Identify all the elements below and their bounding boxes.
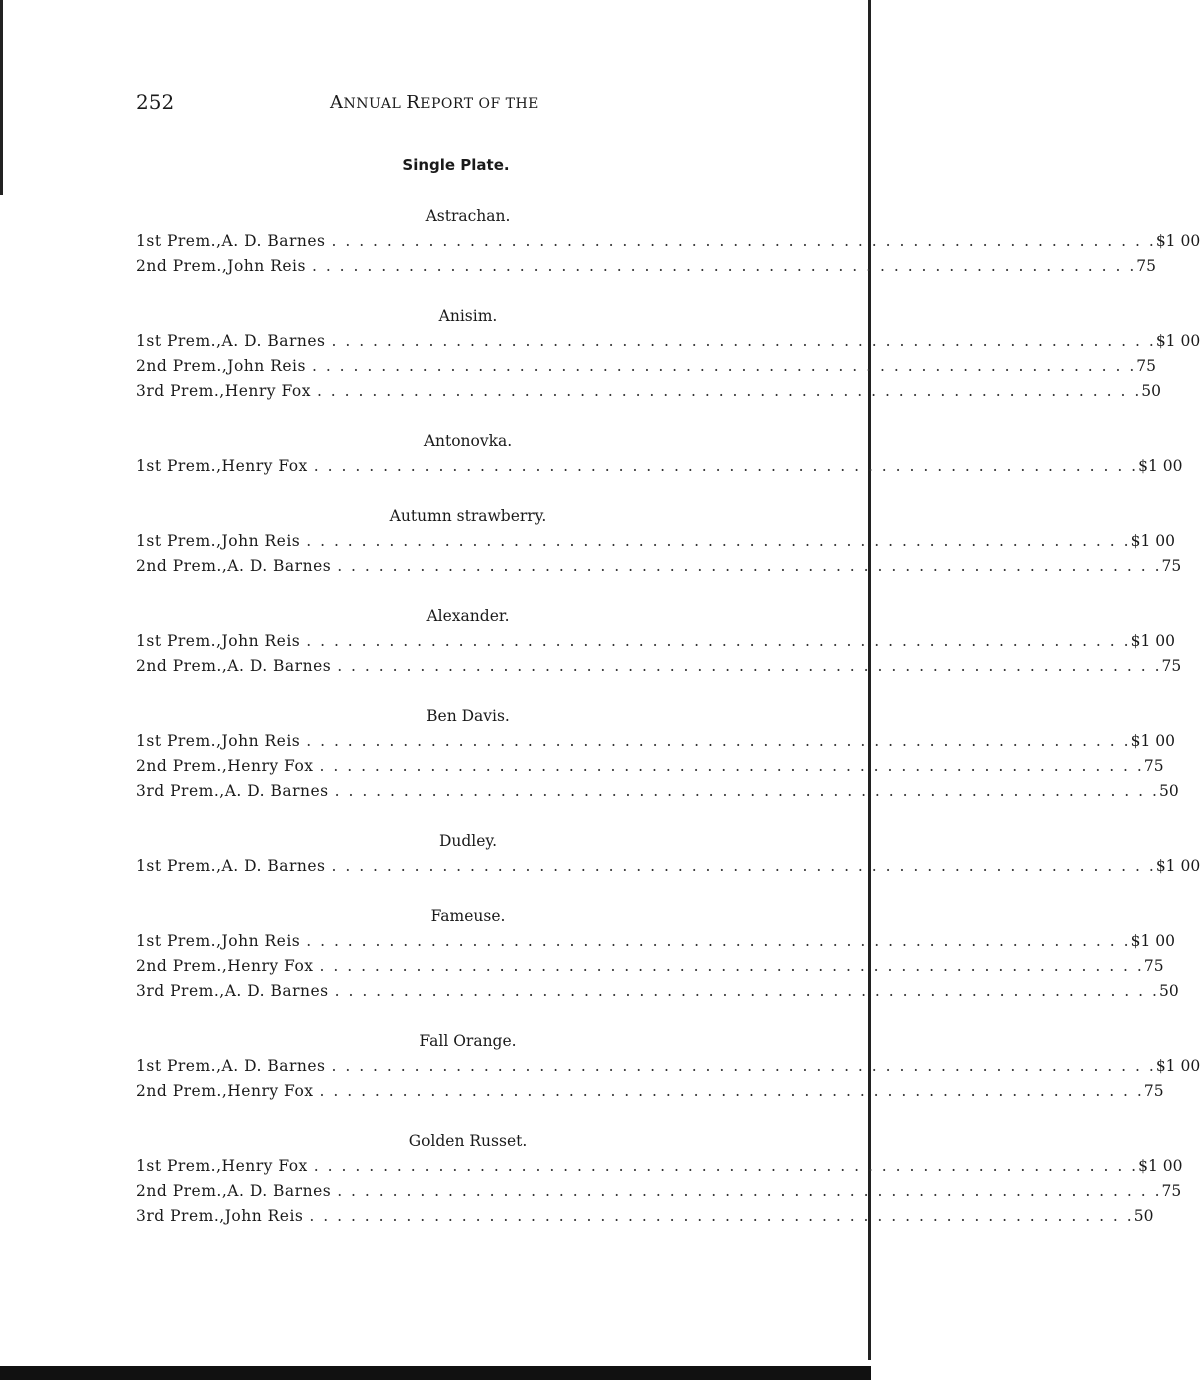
variety-group [136, 504, 1182, 579]
premium-entry [136, 1204, 1154, 1229]
winner-name: A. D. Barnes [227, 657, 332, 675]
premium-entry [136, 454, 1183, 479]
winner-name: John Reis [221, 632, 301, 650]
variety-group [136, 204, 1200, 279]
leader-dots: . . . . . . . . . . . . . . . . . . . . . . . . . . . . . . . . . . . . . . . . . . . . . . . . . . . . . . . . . . . . [311, 357, 1137, 375]
premium-entry [136, 1154, 1183, 1179]
premium-amount: 50 [1158, 982, 1179, 1000]
leader-dots: . . . . . . . . . . . . . . . . . . . . . . . . . . . . . . . . . . . . . . . . . . . . . . . . . . . . . . . . . . . . [319, 957, 1144, 975]
premium-rank: 1st Prem., [136, 457, 222, 475]
winner-name: A. D. Barnes [221, 232, 326, 250]
premium-amount: $1 00 [1130, 532, 1175, 550]
winner-name: A. D. Barnes [227, 557, 332, 575]
winner-name: Henry Fox [227, 957, 314, 975]
leader-dots: . . . . . . . . . . . . . . . . . . . . . . . . . . . . . . . . . . . . . . . . . . . . . . . . . . . . . . . . . . . . [313, 1157, 1139, 1175]
variety-heading: Astrachan. [425, 207, 511, 225]
leader-dots: . . . . . . . . . . . . . . . . . . . . . . . . . . . . . . . . . . . . . . . . . . . . . . . . . . . . . . . . . . . . [337, 557, 1162, 575]
running-head [330, 92, 539, 113]
leader-dots: . . . . . . . . . . . . . . . . . . . . . . . . . . . . . . . . . . . . . . . . . . . . . . . . . . . . . . . . . . . . [311, 257, 1137, 275]
premium-amount: $1 00 [1155, 1057, 1200, 1075]
variety-group [136, 1129, 1183, 1229]
premium-rank: 2nd Prem., [136, 557, 228, 575]
variety-heading: Fameuse. [430, 907, 506, 925]
variety-group [136, 304, 1200, 404]
variety-group [136, 904, 1179, 1004]
premium-amount: 75 [1161, 1182, 1182, 1200]
variety-group [136, 429, 1183, 479]
running-head-smallcaps: EPORT OF THE [420, 96, 539, 112]
premium-amount: 75 [1143, 757, 1164, 775]
premium-entry [136, 629, 1175, 654]
winner-name: A. D. Barnes [221, 1057, 326, 1075]
running-head-cap: A [330, 92, 344, 113]
premium-amount: 50 [1141, 382, 1161, 400]
premium-entry [136, 779, 1179, 804]
variety-heading: Anisim. [438, 307, 498, 325]
premium-amount: 75 [1143, 1082, 1164, 1100]
premium-rank: 2nd Prem., [136, 1082, 228, 1100]
premium-entry [136, 379, 1161, 404]
premium-entry [136, 1079, 1164, 1104]
premium-rank: 2nd Prem., [136, 1182, 228, 1200]
premium-rank: 1st Prem., [136, 1057, 222, 1075]
premium-rank: 2nd Prem., [136, 657, 228, 675]
winner-name: John Reis [221, 732, 301, 750]
variety-group [136, 604, 1182, 679]
leader-dots: . . . . . . . . . . . . . . . . . . . . . . . . . . . . . . . . . . . . . . . . . . . . . . . . . . . . . . . . . . . . [331, 332, 1156, 350]
premium-amount: $1 00 [1130, 732, 1175, 750]
premium-entry [136, 854, 1200, 879]
premium-entry [136, 329, 1200, 354]
premium-rank: 2nd Prem., [136, 757, 228, 775]
variety-group [136, 829, 1200, 879]
premium-rank: 2nd Prem., [136, 357, 228, 375]
premium-entry [136, 554, 1182, 579]
premium-entry [136, 754, 1164, 779]
premium-rank: 1st Prem., [136, 532, 222, 550]
premium-entry [136, 229, 1200, 254]
leader-dots: . . . . . . . . . . . . . . . . . . . . . . . . . . . . . . . . . . . . . . . . . . . . . . . . . . . . . . . . . . . . [331, 232, 1156, 250]
premium-rank: 2nd Prem., [136, 957, 228, 975]
premium-rank: 1st Prem., [136, 332, 222, 350]
premium-rank: 1st Prem., [136, 732, 222, 750]
winner-name: John Reis [227, 357, 306, 375]
leader-dots: . . . . . . . . . . . . . . . . . . . . . . . . . . . . . . . . . . . . . . . . . . . . . . . . . . . . . . . . . . . . [337, 657, 1162, 675]
premium-amount: 75 [1136, 357, 1157, 375]
leader-dots: . . . . . . . . . . . . . . . . . . . . . . . . . . . . . . . . . . . . . . . . . . . . . . . . . . . . . . . . . . . . [306, 732, 1131, 750]
premium-rank: 3rd Prem., [136, 1207, 225, 1225]
premium-entry [136, 1054, 1200, 1079]
premium-amount: 75 [1136, 257, 1157, 275]
leader-dots: . . . . . . . . . . . . . . . . . . . . . . . . . . . . . . . . . . . . . . . . . . . . . . . . . . . . . . . . . . . . [306, 632, 1131, 650]
leader-dots: . . . . . . . . . . . . . . . . . . . . . . . . . . . . . . . . . . . . . . . . . . . . . . . . . . . . . . . . . . . . [331, 857, 1156, 875]
variety-heading: Antonovka. [423, 432, 513, 450]
premium-entry [136, 929, 1175, 954]
premium-entry [136, 954, 1164, 979]
leader-dots: . . . . . . . . . . . . . . . . . . . . . . . . . . . . . . . . . . . . . . . . . . . . . . . . . . . . . . . . . . . . [334, 782, 1159, 800]
winner-name: John Reis [221, 532, 301, 550]
premium-amount: $1 00 [1155, 857, 1200, 875]
leader-dots: . . . . . . . . . . . . . . . . . . . . . . . . . . . . . . . . . . . . . . . . . . . . . . . . . . . . . . . . . . . . [306, 532, 1131, 550]
leader-dots: . . . . . . . . . . . . . . . . . . . . . . . . . . . . . . . . . . . . . . . . . . . . . . . . . . . . . . . . . . . . [316, 382, 1142, 400]
premium-amount: 75 [1161, 557, 1182, 575]
leader-dots: . . . . . . . . . . . . . . . . . . . . . . . . . . . . . . . . . . . . . . . . . . . . . . . . . . . . . . . . . . . . [331, 1057, 1156, 1075]
premium-rank: 1st Prem., [136, 1157, 222, 1175]
winner-name: A. D. Barnes [224, 782, 329, 800]
winner-name: John Reis [227, 257, 306, 275]
premium-rank: 3rd Prem., [136, 382, 225, 400]
premium-amount: $1 00 [1155, 232, 1200, 250]
winner-name: Henry Fox [227, 1082, 314, 1100]
leader-dots: . . . . . . . . . . . . . . . . . . . . . . . . . . . . . . . . . . . . . . . . . . . . . . . . . . . . . . . . . . . . [319, 757, 1144, 775]
winner-name: John Reis [221, 932, 301, 950]
page-bottom-edge [0, 1366, 871, 1380]
winner-name: John Reis [224, 1207, 304, 1225]
variety-heading: Dudley. [438, 832, 498, 850]
leader-dots: . . . . . . . . . . . . . . . . . . . . . . . . . . . . . . . . . . . . . . . . . . . . . . . . . . . . . . . . . . . . [337, 1182, 1162, 1200]
premium-entry [136, 254, 1157, 279]
winner-name: Henry Fox [221, 1157, 308, 1175]
winner-name: A. D. Barnes [227, 1182, 332, 1200]
leader-dots: . . . . . . . . . . . . . . . . . . . . . . . . . . . . . . . . . . . . . . . . . . . . . . . . . . . . . . . . . . . . [309, 1207, 1134, 1225]
premium-list [136, 204, 1200, 1254]
premium-entry [136, 1179, 1182, 1204]
leader-dots: . . . . . . . . . . . . . . . . . . . . . . . . . . . . . . . . . . . . . . . . . . . . . . . . . . . . . . . . . . . . [313, 457, 1139, 475]
premium-entry [136, 729, 1175, 754]
premium-amount: 75 [1161, 657, 1182, 675]
leader-dots: . . . . . . . . . . . . . . . . . . . . . . . . . . . . . . . . . . . . . . . . . . . . . . . . . . . . . . . . . . . . [306, 932, 1131, 950]
winner-name: A. D. Barnes [221, 857, 326, 875]
premium-amount: $1 00 [1138, 1157, 1183, 1175]
page-number: 252 [136, 90, 175, 114]
variety-group [136, 1029, 1200, 1104]
winner-name: Henry Fox [227, 757, 314, 775]
premium-rank: 1st Prem., [136, 932, 222, 950]
variety-heading: Autumn strawberry. [389, 507, 547, 525]
running-head-smallcaps: NNUAL [343, 96, 407, 112]
premium-amount: 50 [1158, 782, 1179, 800]
variety-heading: Ben Davis. [426, 707, 510, 725]
variety-heading: Golden Russet. [408, 1132, 528, 1150]
premium-rank: 1st Prem., [136, 857, 222, 875]
premium-entry [136, 654, 1182, 679]
running-head-cap: R [406, 92, 421, 113]
winner-name: Henry Fox [224, 382, 311, 400]
premium-amount: $1 00 [1138, 457, 1183, 475]
section-title: Single Plate. [402, 156, 510, 174]
premium-entry [136, 354, 1157, 379]
premium-rank: 3rd Prem., [136, 782, 225, 800]
premium-amount: $1 00 [1130, 932, 1175, 950]
leader-dots: . . . . . . . . . . . . . . . . . . . . . . . . . . . . . . . . . . . . . . . . . . . . . . . . . . . . . . . . . . . . [334, 982, 1159, 1000]
premium-entry [136, 979, 1179, 1004]
premium-amount: 75 [1143, 957, 1164, 975]
premium-rank: 2nd Prem., [136, 257, 228, 275]
premium-rank: 3rd Prem., [136, 982, 225, 1000]
premium-entry [136, 529, 1175, 554]
premium-amount: $1 00 [1130, 632, 1175, 650]
variety-heading: Fall Orange. [419, 1032, 517, 1050]
premium-amount: $1 00 [1155, 332, 1200, 350]
premium-rank: 1st Prem., [136, 232, 222, 250]
winner-name: Henry Fox [221, 457, 308, 475]
premium-rank: 1st Prem., [136, 632, 222, 650]
winner-name: A. D. Barnes [224, 982, 329, 1000]
premium-amount: 50 [1133, 1207, 1154, 1225]
winner-name: A. D. Barnes [221, 332, 326, 350]
variety-group [136, 704, 1179, 804]
leader-dots: . . . . . . . . . . . . . . . . . . . . . . . . . . . . . . . . . . . . . . . . . . . . . . . . . . . . . . . . . . . . [319, 1082, 1144, 1100]
variety-heading: Alexander. [426, 607, 510, 625]
